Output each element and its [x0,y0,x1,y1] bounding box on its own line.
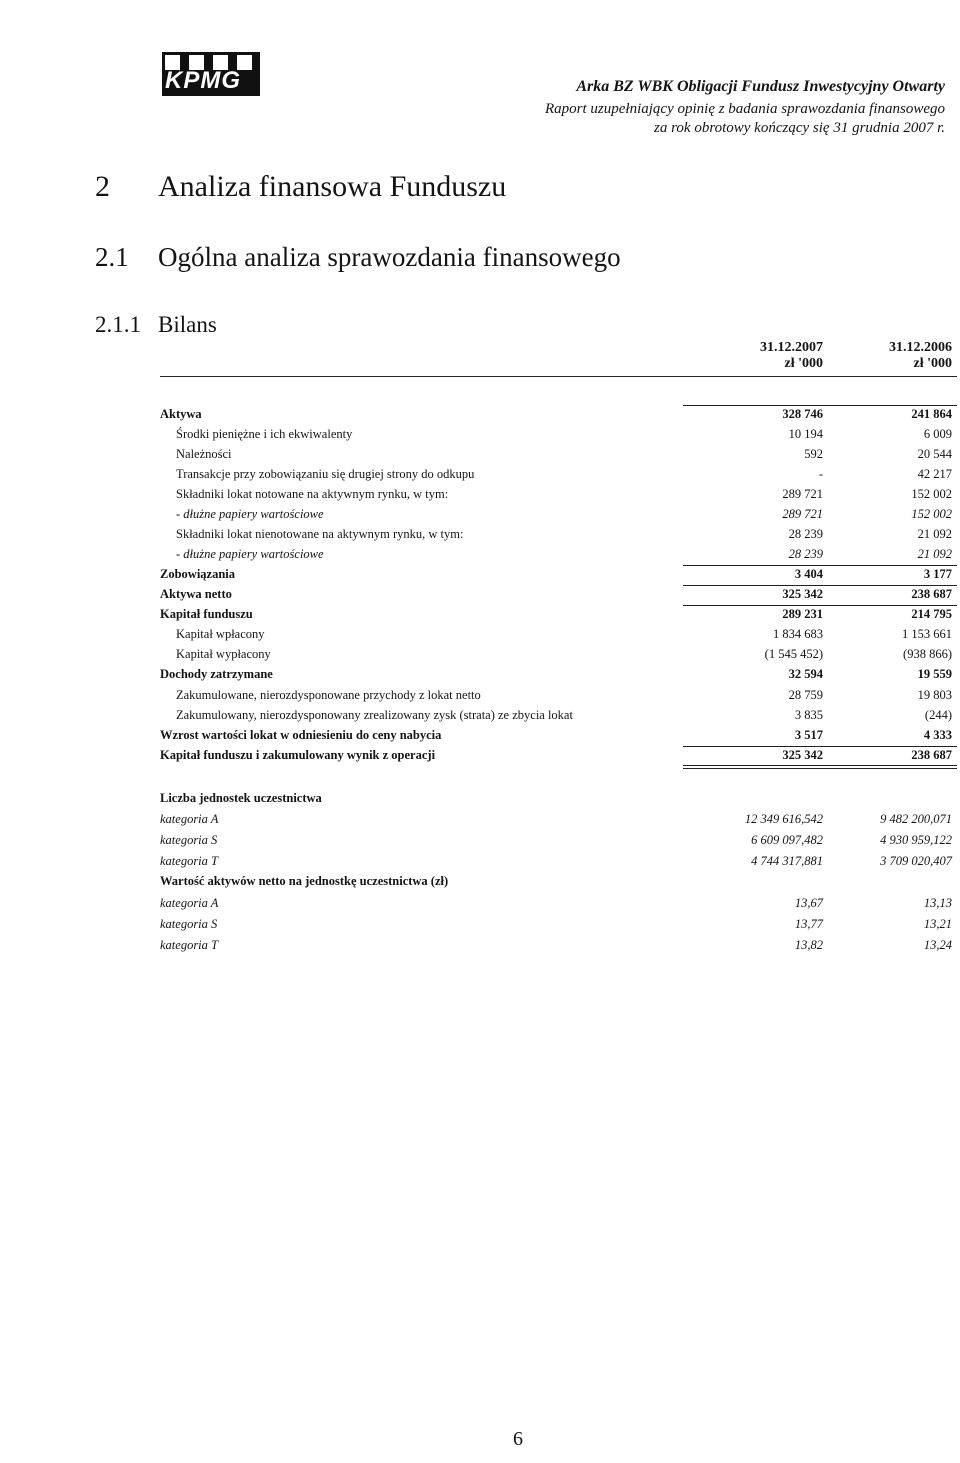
value-2006: 3 177 [923,567,952,581]
value-2007: 6 609 097,482 [751,833,823,847]
row-label: kategoria S [160,917,218,931]
table-row [0,485,960,504]
row-label: Zakumulowane, nierozdysponowane przychody z lokat netto [176,688,481,702]
table-row [0,894,960,913]
table-row [0,505,960,524]
value-2006: 238 687 [911,587,952,601]
value-2007: 13,67 [794,896,823,910]
value-2007: 328 746 [782,407,823,421]
table-row [0,936,960,955]
subsubsection-title: Bilans [158,312,217,337]
value-2007: 3 404 [794,567,823,581]
value-2006: 42 217 [917,467,952,481]
subsection-heading [95,242,621,273]
value-2006: 214 795 [911,607,952,621]
column-date: 31.12.2007 [760,340,823,355]
row-label: Kapitał wpłacony [176,627,265,641]
table-row [0,686,960,705]
value-2007: 1 834 683 [773,627,823,641]
subsection-number: 2.1 [95,242,129,272]
value-2006: 238 687 [911,748,952,762]
value-2006: 19 803 [917,688,952,702]
row-label: Składniki lokat nienotowane na aktywnym rynku, w tym: [176,527,464,541]
value-2006: 152 002 [911,487,952,501]
value-2006: 13,13 [923,896,952,910]
page-number: 6 [513,1428,523,1450]
table-row [0,831,960,850]
column-date: 31.12.2006 [889,340,952,355]
row-label: Liczba jednostek uczestnictwa [160,791,322,805]
row-label: Kapitał funduszu [160,607,253,621]
value-2006: 6 009 [923,427,952,441]
row-label: Kapitał funduszu i zakumulowany wynik z operacji [160,748,436,762]
column-header-2007 [703,340,823,372]
row-label: kategoria A [160,896,219,910]
table-row [0,665,960,684]
value-2007: 32 594 [788,667,823,681]
row-label: kategoria S [160,833,218,847]
table-row [0,915,960,934]
value-2007: 289 721 [782,487,823,501]
row-label: Składniki lokat notowane na aktywnym rynku, w tym: [176,487,449,501]
value-2007: 10 194 [788,427,823,441]
value-2007: 13,82 [794,938,823,952]
value-2006: 1 153 661 [902,627,952,641]
value-2007: (1 545 452) [764,647,823,661]
table-row [0,872,960,891]
total-rule [683,605,823,606]
subsection-title: Ogólna analiza sprawozdania finansowego [158,242,621,272]
row-label: Wartość aktywów netto na jednostkę uczestnictwa (zł) [160,874,449,888]
table-row [0,852,960,871]
section-title: Analiza finansowa Funduszu [158,170,507,203]
section-heading [95,170,506,204]
value-2006: 3 709 020,407 [880,854,952,868]
total-rule [683,746,823,747]
table-row [0,585,960,604]
total-rule [820,746,957,747]
row-label: Należności [176,447,232,461]
table-row [0,706,960,725]
row-label: kategoria T [160,938,218,952]
value-2007: 13,77 [794,917,823,931]
total-rule [820,405,957,406]
report-subtitle-line1: Raport uzupełniający opinię z badania sprawozdania finansowego [545,101,945,117]
table-row [0,746,960,765]
total-rule [820,605,957,606]
double-rule [820,768,957,769]
table-row [0,605,960,624]
total-rule [683,565,823,566]
row-label: Środki pieniężne i ich ekwiwalenty [176,427,353,441]
double-rule [683,765,823,766]
table-row [0,425,960,444]
value-2006: 152 002 [911,507,952,521]
table-row [0,445,960,464]
total-rule [683,405,823,406]
header-rule [160,376,957,377]
value-2006: 21 092 [917,547,952,561]
row-label: Aktywa netto [160,587,232,601]
value-2006: 9 482 200,071 [880,812,952,826]
column-unit: zł '000 [913,356,952,371]
row-label: Zobowiązania [160,567,236,581]
value-2006: (938 866) [903,647,952,661]
value-2007: 289 231 [782,607,823,621]
row-label: Zakumulowany, nierozdysponowany zrealizowany zysk (strata) ze zbycia lokat [176,708,573,722]
double-rule [683,768,823,769]
column-unit: zł '000 [784,356,823,371]
value-2007: 28 759 [788,688,823,702]
section-number: 2 [95,170,110,203]
double-rule [820,765,957,766]
row-label: Dochody zatrzymane [160,667,273,681]
subsubsection-heading [95,312,217,338]
value-2006: 241 864 [911,407,952,421]
value-2006: 13,21 [923,917,952,931]
value-2007: - [818,467,823,481]
value-2007: 28 239 [788,527,823,541]
row-label: kategoria T [160,854,218,868]
table-row [0,625,960,644]
value-2007: 325 342 [782,748,823,762]
value-2007: 325 342 [782,587,823,601]
value-2006: 13,24 [923,938,952,952]
kpmg-logo [162,52,260,96]
value-2006: 20 544 [917,447,952,461]
value-2007: 289 721 [782,507,823,521]
total-rule [820,585,957,586]
report-subtitle-line2: za rok obrotowy kończący się 31 grudnia 2007 r. [654,120,945,136]
value-2006: 4 333 [923,728,952,742]
value-2007: 12 349 616,542 [744,812,823,826]
value-2007: 3 517 [794,728,823,742]
table-row [0,726,960,745]
fund-name: Arka BZ WBK Obligacji Fundusz Inwestycyjny Otwarty [576,78,945,95]
value-2006: 19 559 [917,667,952,681]
row-label: Kapitał wypłacony [176,647,271,661]
table-row [0,565,960,584]
table-row [0,405,960,424]
row-label: - dłużne papiery wartościowe [176,507,324,521]
row-label: - dłużne papiery wartościowe [176,547,324,561]
table-row [0,465,960,484]
row-label: Transakcje przy zobowiązaniu się drugiej strony do odkupu [176,467,475,481]
table-row [0,525,960,544]
logo-wordmark: KPMG [165,67,241,94]
table-row [0,545,960,564]
value-2006: (244) [924,708,952,722]
row-label: kategoria A [160,812,219,826]
table-row [0,789,960,808]
value-2006: 4 930 959,122 [880,833,952,847]
value-2007: 3 835 [794,708,823,722]
total-rule [820,565,957,566]
table-row [0,810,960,829]
table-row [0,645,960,664]
value-2006: 21 092 [917,527,952,541]
value-2007: 28 239 [788,547,823,561]
column-header-2006 [832,340,952,372]
row-label: Aktywa [160,407,202,421]
subsubsection-number: 2.1.1 [95,312,141,337]
value-2007: 592 [804,447,823,461]
row-label: Wzrost wartości lokat w odniesieniu do ceny nabycia [160,728,442,742]
total-rule [683,585,823,586]
value-2007: 4 744 317,881 [751,854,823,868]
